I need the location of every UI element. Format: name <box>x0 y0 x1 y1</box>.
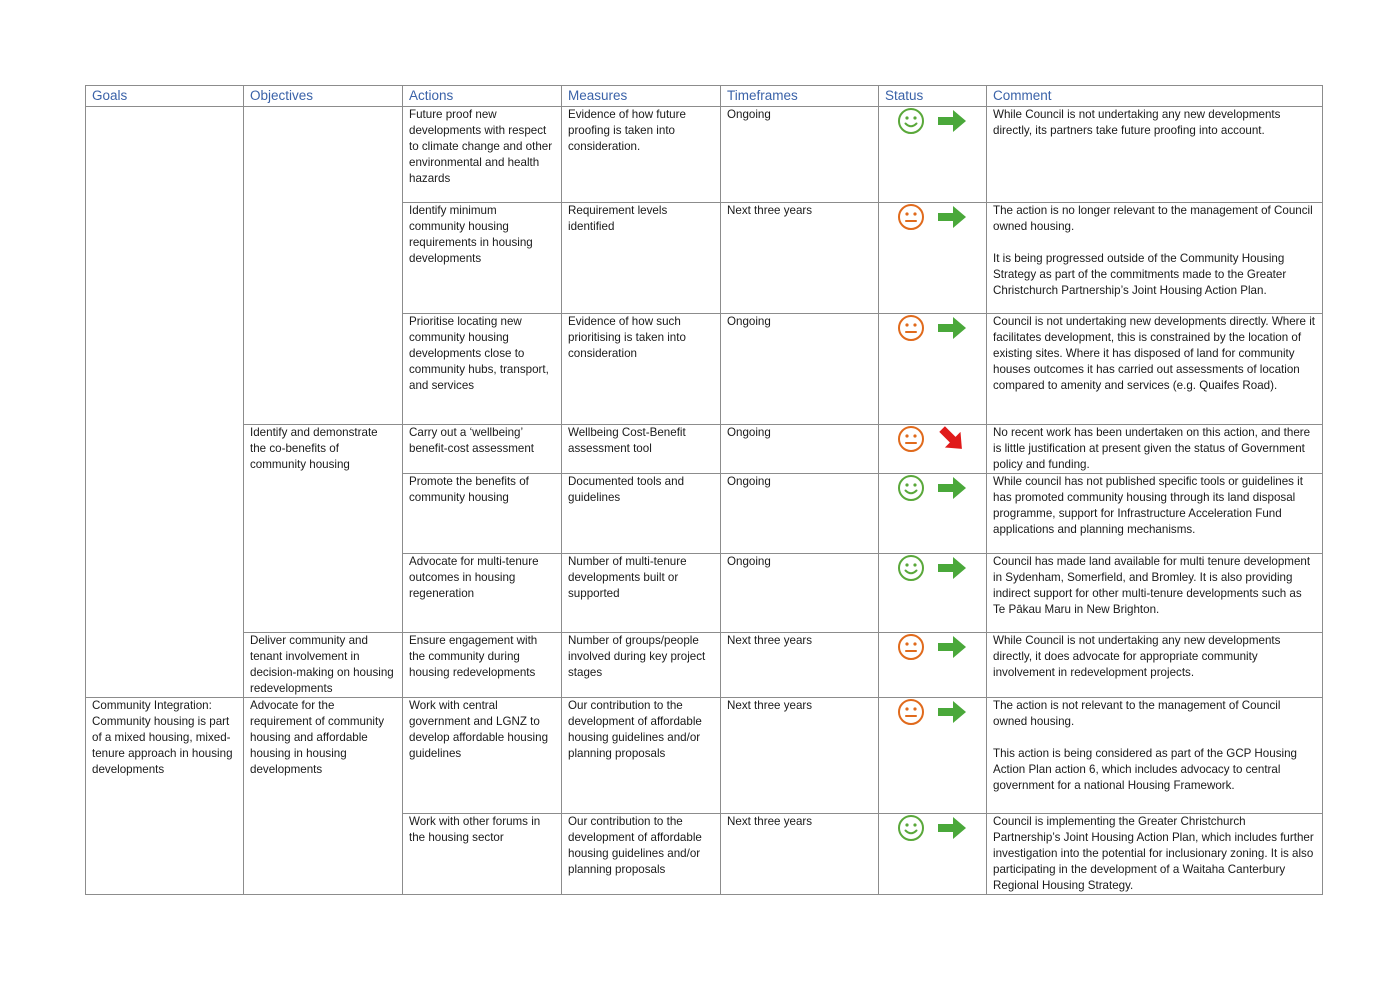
comment-cell <box>987 203 1323 314</box>
comment-paragraph: The action is not relevant to the management of Council owned housing. <box>993 699 1281 728</box>
arrow-right-icon <box>936 554 968 582</box>
status-cell <box>879 554 987 633</box>
neutral-face-icon <box>897 633 925 661</box>
arrow-right-icon <box>936 698 968 726</box>
arrow-down-right-icon <box>936 425 968 453</box>
table-row <box>86 425 1323 474</box>
objective-cell: Advocate for the requirement of community housing and affordable housing in housing developments <box>244 698 403 895</box>
status-cell <box>879 203 987 314</box>
table-row <box>86 633 1323 698</box>
header-actions: Actions <box>403 86 562 107</box>
header-objectives: Objectives <box>244 86 403 107</box>
neutral-face-icon <box>897 698 925 726</box>
comment-paragraph: Council has made land available for multi tenure development in Sydenham, Somerfield, and Bromley. It is also providing indirect support for other multi-tenure developments such as Te Pākau Maru in New Brighton. <box>993 555 1311 616</box>
action-cell: Prioritise locating new community housing developments close to community hubs, transport, and services <box>403 314 562 425</box>
timeframe-cell: Ongoing <box>721 107 879 203</box>
happy-face-icon <box>897 474 925 502</box>
header-measures: Measures <box>562 86 721 107</box>
arrow-right-icon <box>936 633 968 661</box>
arrow-right-icon <box>936 814 968 842</box>
timeframe-cell: Ongoing <box>721 474 879 554</box>
objective-cell: Deliver community and tenant involvement in decision-making on housing redevelopments <box>244 633 403 698</box>
action-cell: Work with central government and LGNZ to develop affordable housing guidelines <box>403 698 562 814</box>
measure-cell: Requirement levels identified <box>562 203 721 314</box>
status-cell <box>879 814 987 895</box>
comment-paragraph: This action is being considered as part of the GCP Housing Action Plan action 6, which includes advocacy to central government for a national Housing Framework. <box>993 747 1297 792</box>
comment-cell <box>987 633 1323 698</box>
table-row <box>86 107 1323 203</box>
timeframe-cell: Ongoing <box>721 554 879 633</box>
comment-paragraph: Council is implementing the Greater Christchurch Partnership’s Joint Housing Action Plan, which includes further investigation into the potential for inclusionary zoning. It is also participating in the development of a Waitaha Canterbury Regional Housing Strategy. <box>993 815 1314 892</box>
status-cell <box>879 107 987 203</box>
timeframe-cell: Next three years <box>721 814 879 895</box>
header-row <box>86 86 1323 107</box>
action-plan-table <box>85 85 1323 895</box>
table-row <box>86 698 1323 814</box>
action-cell: Advocate for multi-tenure outcomes in housing regeneration <box>403 554 562 633</box>
neutral-face-icon <box>897 203 925 231</box>
neutral-face-icon <box>897 425 925 453</box>
status-cell <box>879 474 987 554</box>
measure-cell: Wellbeing Cost-Benefit assessment tool <box>562 425 721 474</box>
measure-cell: Evidence of how such prioritising is taken into consideration <box>562 314 721 425</box>
header-status: Status <box>879 86 987 107</box>
comment-paragraph: No recent work has been undertaken on this action, and there is little justification at present given the status of Government policy and funding. <box>993 426 1311 471</box>
comment-paragraph: While Council is not undertaking any new developments directly, its partners take future proofing into account. <box>993 108 1281 137</box>
action-cell: Carry out a ‘wellbeing’ benefit-cost assessment <box>403 425 562 474</box>
neutral-face-icon <box>897 314 925 342</box>
objective-cell <box>244 107 403 425</box>
status-cell <box>879 698 987 814</box>
comment-paragraph: While Council is not undertaking any new developments directly, it does advocate for appropriate community involvement in redevelopment projects. <box>993 634 1281 679</box>
action-cell: Identify minimum community housing requirements in housing developments <box>403 203 562 314</box>
action-cell: Ensure engagement with the community during housing redevelopments <box>403 633 562 698</box>
status-cell <box>879 633 987 698</box>
goal-cell: Community Integration: Community housing is part of a mixed housing, mixed-tenure approach in housing developments <box>86 698 244 895</box>
happy-face-icon <box>897 814 925 842</box>
timeframe-cell: Ongoing <box>721 314 879 425</box>
comment-paragraph: Council is not undertaking new developments directly. Where it facilitates development, this is constrained by the location of existing sites. Where it has disposed of land for community houses outcomes it has carried out assessments of location compared to amenity and services (e.g. Quaifes Road). <box>993 315 1315 392</box>
comment-cell <box>987 554 1323 633</box>
happy-face-icon <box>897 554 925 582</box>
header-comment: Comment <box>987 86 1323 107</box>
measure-cell: Number of multi-tenure developments built or supported <box>562 554 721 633</box>
arrow-right-icon <box>936 203 968 231</box>
goal-cell <box>86 107 244 698</box>
arrow-right-icon <box>936 314 968 342</box>
comment-cell <box>987 107 1323 203</box>
comment-cell <box>987 698 1323 814</box>
comment-cell <box>987 314 1323 425</box>
header-timeframes: Timeframes <box>721 86 879 107</box>
measure-cell: Our contribution to the development of affordable housing guidelines and/or planning proposals <box>562 698 721 814</box>
timeframe-cell: Next three years <box>721 698 879 814</box>
timeframe-cell: Next three years <box>721 203 879 314</box>
comment-paragraph: It is being progressed outside of the Community Housing Strategy as part of the commitments made to the Greater Christchurch Partnership’s Joint Housing Action Plan. <box>993 252 1287 297</box>
measure-cell: Documented tools and guidelines <box>562 474 721 554</box>
measure-cell: Our contribution to the development of affordable housing guidelines and/or planning proposals <box>562 814 721 895</box>
action-cell: Work with other forums in the housing sector <box>403 814 562 895</box>
comment-paragraph: While council has not published specific tools or guidelines it has promoted community housing through its land disposal programme, support for Infrastructure Acceleration Fund applications and planning mechanisms. <box>993 475 1303 536</box>
arrow-right-icon <box>936 107 968 135</box>
status-cell <box>879 425 987 474</box>
timeframe-cell: Ongoing <box>721 425 879 474</box>
comment-paragraph: The action is no longer relevant to the management of Council owned housing. <box>993 204 1313 233</box>
action-cell: Future proof new developments with respect to climate change and other environmental and health hazards <box>403 107 562 203</box>
measure-cell: Number of groups/people involved during key project stages <box>562 633 721 698</box>
comment-cell <box>987 425 1323 474</box>
action-cell: Promote the benefits of community housing <box>403 474 562 554</box>
measure-cell: Evidence of how future proofing is taken into consideration. <box>562 107 721 203</box>
objective-cell: Identify and demonstrate the co-benefits of community housing <box>244 425 403 633</box>
status-cell <box>879 314 987 425</box>
comment-cell <box>987 474 1323 554</box>
comment-cell <box>987 814 1323 895</box>
timeframe-cell: Next three years <box>721 633 879 698</box>
happy-face-icon <box>897 107 925 135</box>
arrow-right-icon <box>936 474 968 502</box>
header-goals: Goals <box>86 86 244 107</box>
